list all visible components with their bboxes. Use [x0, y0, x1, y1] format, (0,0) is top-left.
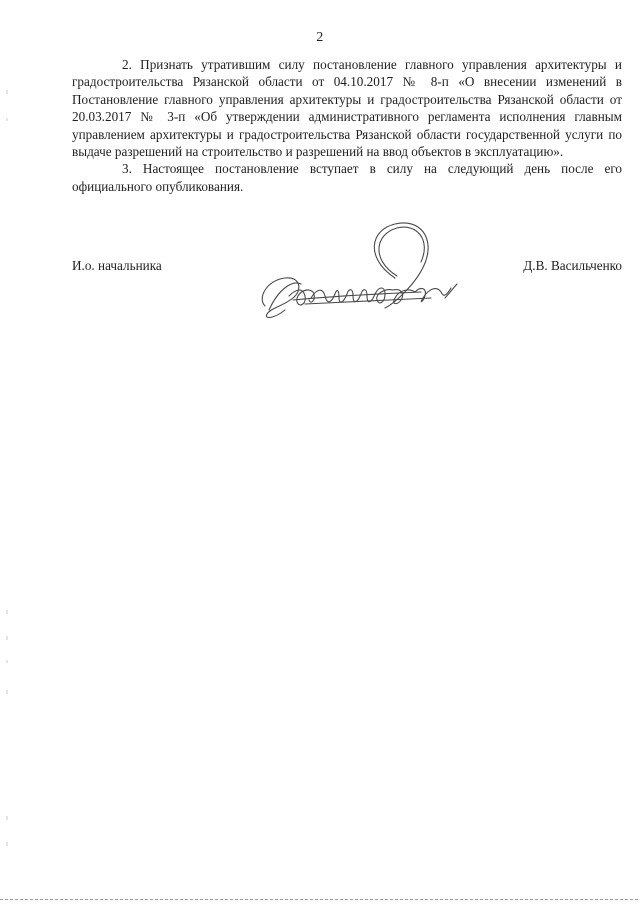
handwritten-signature	[245, 218, 475, 328]
paragraph-3: 3. Настоящее постановление вступает в силу на следующий день после его официального опубликования.	[72, 161, 622, 194]
signer-name: Д.В. Васильченко	[523, 258, 622, 273]
scan-edge-marks	[4, 0, 10, 905]
scan-bottom-border	[0, 898, 640, 901]
page-number: 2	[316, 30, 324, 45]
document-body	[72, 56, 622, 195]
paragraph-2: 2. Признать утратившим силу постановление главного управления архитектуры и градостроительства Рязанской области от 04.10.2017 № 8-п «О внесении изменений в Постановление главного управления архитектуры и градостроительства Рязанской области от 20.03.2017 № 3-п «Об утверждении административного регламента исполнения главным управлением архитектуры и градостроительства Рязанской области государственной услуги по выдаче разрешений на строительство и разрешений на ввод объектов в эксплуатацию».	[72, 57, 622, 160]
signer-title: И.о. начальника	[72, 258, 162, 273]
